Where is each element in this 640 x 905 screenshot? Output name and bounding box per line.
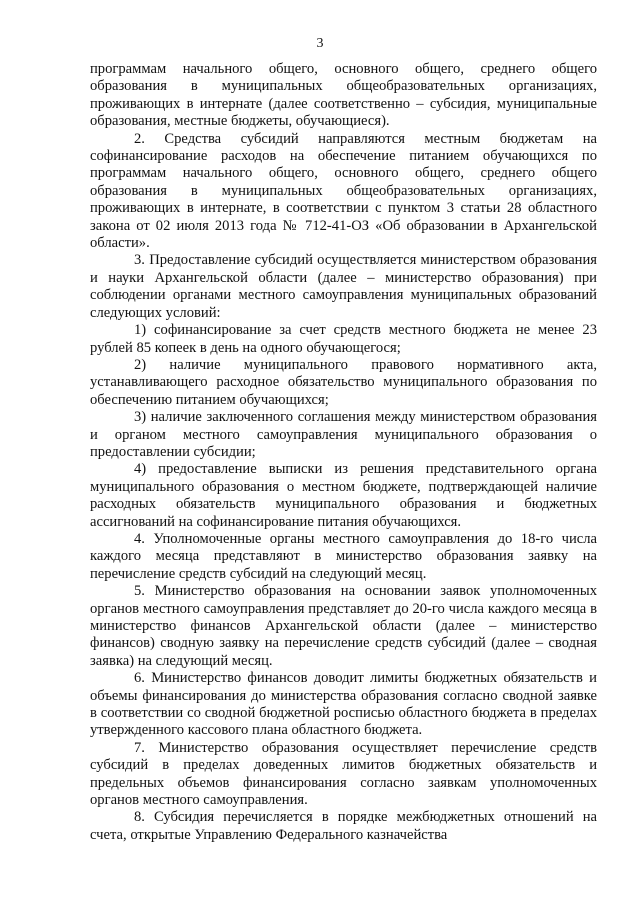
- page-number: 3: [316, 36, 324, 51]
- paragraph-item-5: 5. Министерство образования на основании заявок уполномоченных органов местного самоуправления представляет до 20-го числа каждого месяца в министерство финансов Архангельской области (далее – министерство финансов) сводную заявку на перечисление средств субсидий (далее – сводная заявка) на следующий месяц.: [90, 583, 597, 669]
- condition-item-3: 3) наличие заключенного соглашения между министерством образования и органом местного самоуправления муниципального образования о предоставлении субсидии;: [90, 409, 597, 460]
- paragraph-continuation: программам начального общего, основного общего, среднего общего образования в муниципальных общеобразовательных организациях, проживающих в интернате (далее соответственно – субсидия, муниципальные образования, местные бюджеты, обучающиеся).: [90, 61, 597, 130]
- paragraph-item-3: 3. Предоставление субсидий осуществляется министерством образования и науки Архангельской области (далее – министерство образования) при соблюдении органами местного самоуправления муниципальных образований следующих условий:: [90, 252, 597, 321]
- paragraph-item-7: 7. Министерство образования осуществляет перечисление средств субсидий в пределах доведенных лимитов бюджетных обязательств и предельных объемов финансирования согласно заявкам уполномоченных органов местного самоуправления.: [90, 739, 597, 809]
- condition-item-4: 4) предоставление выписки из решения представительного органа муниципального образования о местном бюджете, подтверждающей наличие расходных обязательств муниципального образования и бюджетных ассигнований на софинансирование питания обучающихся.: [90, 461, 597, 530]
- paragraph-item-6: 6. Министерство финансов доводит лимиты бюджетных обязательств и объемы финансирования до министерства образования согласно сводной заявке в соответствии со сводной бюджетной росписью областного бюджета в пределах утвержденного кассового плана областного бюджета.: [90, 670, 597, 739]
- paragraph-item-2: 2. Средства субсидий направляются местным бюджетам на софинансирование расходов на обеспечение питанием обучающихся по программам начального общего, основного общего, среднего общего образования в муниципальных общеобразовательных организациях, проживающих в интернате, в соответствии с пунктом 3 статьи 28 областного закона от 02 июля 2013 года № 712-41-ОЗ «Об образовании в Архангельской области».: [90, 130, 597, 252]
- paragraph-item-4: 4. Уполномоченные органы местного самоуправления до 18-го числа каждого месяца представляют в министерство образования заявку на перечисление средств субсидий на следующий месяц.: [90, 530, 597, 582]
- condition-item-1: 1) софинансирование за счет средств местного бюджета не менее 23 рублей 85 копеек в день на одного обучающегося;: [90, 322, 597, 356]
- document-body: [90, 61, 597, 844]
- paragraph-item-8: 8. Субсидия перечисляется в порядке межбюджетных отношений на счета, открытые Управлению Федерального казначейства: [90, 809, 597, 843]
- condition-item-2: 2) наличие муниципального правового нормативного акта, устанавливающего расходное обязательство муниципального образования по обеспечению питанием обучающихся;: [90, 356, 597, 408]
